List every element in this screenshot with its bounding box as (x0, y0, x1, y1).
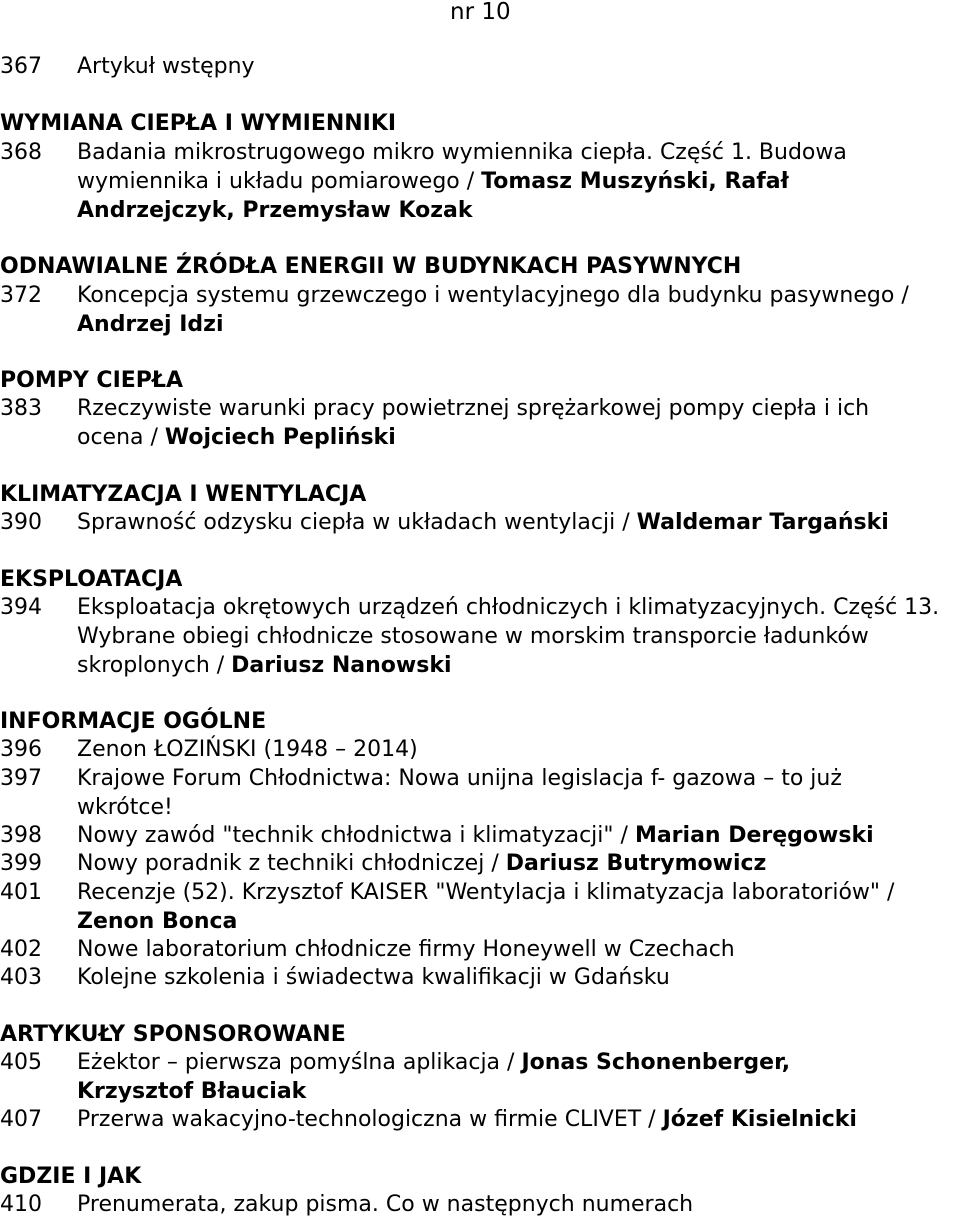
section-heading: GDZIE I JAK (0, 1164, 142, 1189)
section-heading: EKSPLOATACJA (0, 567, 183, 592)
section-heading: WYMIANA CIEPŁA I WYMIENNIKI (0, 111, 397, 136)
section-heading: INFORMACJE OGÓLNE (0, 709, 267, 734)
section-heading: ODNAWIALNE ŹRÓDŁA ENERGII W BUDYNKACH PASYWNYCH (0, 254, 742, 279)
section-heading: POMPY CIEPŁA (0, 368, 184, 393)
contents-page: nr 10 367 Artykuł wstępny WYMIANA CIEPŁA I WYMIENNIKI 368 Badania mikrostrugowego mikro wymiennika ciepła. Część 1. Budowa wymiennika i układu pomiarowego / Tomasz Muszyński, Rafał Andrzejczyk, Przemysław Kozak ODNAWIALNE ŹRÓDŁA ENERGII W BUDYNKACH PASYWNYCH 372 Koncepcja systemu grzewczego i wentylacyjnego dla budynku pasywnego / Andrzej Idzi POMPY CIEPŁA 383 Rzeczywiste warunki pracy powietrznej sprężarkowej pompy ciepła i ich ocena / Wojciech Pepliński KLIMATYZACJA I WENTYLACJA 390 Sprawność odzysku ciepła w układach wentylacji / Waldemar Targański EKSPLOATACJA 394 Eksploatacja okrętowych urządzeń chłodniczych i klimatyzacyjnych. Część 13. Wybrane obiegi chłodnicze stosowane w morskim transporcie ładunków skroplonych / Dariusz Nanowski INFORMACJE OGÓLNE 396 Zenon ŁOZIŃSKI (1948 – 2014) 397 Krajowe Forum Chłodnictwa: Nowa unijna legislacja f- gazowa – to już wkrótce! 398 Nowy zawód "technik chłodnictwa i klimatyzacji" / Marian Deręgowski 399 Nowy poradnik z techniki chłodniczej / Dariusz Butrymowicz 401 Recenzje (52). Krzysztof KAISER "Wentylacja i klimatyzacja laboratoriów" / Zenon Bonca 402 Nowe laboratorium chłodnicze firmy Honeywell w Czechach 403 Kolejne szkolenia i świadectwa kwalifikacji w Gdańsku ARTYKUŁY SPONSOROWANE 405 Eżektor – pierwsza pomyślna aplikacja / Jonas Schonenberger, Krzysztof Błauciak 407 Przerwa wakacyjno-technologiczna w firmie CLIVET / Józef Kisielnicki GDZIE I JAK 410 Prenumerata, zakup pisma. Co w następnych numerach (0, 0, 940, 1216)
section-heading: ARTYKUŁY SPONSOROWANE (0, 1022, 346, 1047)
issue-number: nr 10 (450, 0, 511, 25)
section-heading: KLIMATYZACJA I WENTYLACJA (0, 482, 367, 507)
